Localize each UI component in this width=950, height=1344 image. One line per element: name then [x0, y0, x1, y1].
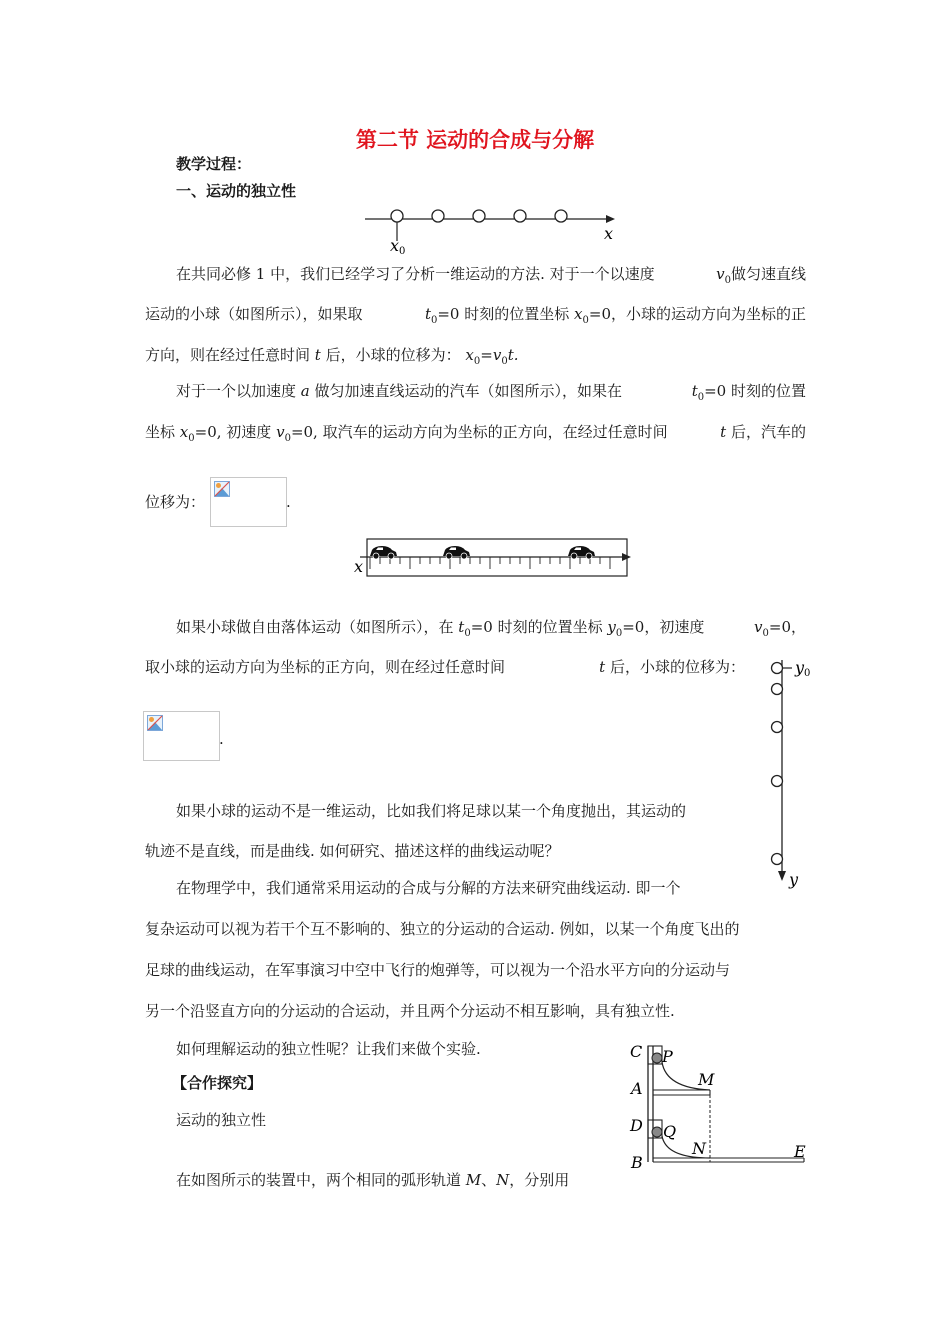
- paragraph-5-line-4: 另一个沿竖直方向的分运动的合运动，并且两个分运动不相互影响，具有独立性.: [145, 1002, 675, 1020]
- ball-q: [652, 1127, 662, 1137]
- period: .: [219, 730, 224, 748]
- label-d: D: [630, 1116, 643, 1135]
- x0-label: x0: [390, 236, 406, 257]
- period: .: [286, 493, 291, 511]
- y0-label: y0: [795, 658, 811, 679]
- ball: [772, 854, 783, 865]
- ball: [772, 776, 783, 787]
- paragraph-4-line-2: 轨迹不是直线，而是曲线. 如何研究、描述这样的曲线运动呢？: [145, 842, 560, 860]
- label-q: Q: [663, 1122, 677, 1141]
- label-a: A: [631, 1079, 643, 1098]
- paragraph-2-line-2: 坐标 $x_0=0$, 初速度 $v_0=0$, 取汽车的运动方向为坐标的正方向，在经过任意时间 t 后，汽车的: [145, 423, 806, 444]
- broken-image-icon: [147, 715, 163, 731]
- label-c: C: [630, 1042, 643, 1061]
- ball: [473, 210, 485, 222]
- paragraph-3-line-2: 取小球的运动方向为坐标的正方向，则在经过任意时间 t 后，小球的位移为：: [145, 658, 745, 676]
- section-heading: 一、运动的独立性: [176, 182, 297, 200]
- upper-track-base: [653, 1090, 710, 1095]
- cooperative-inquiry-subheading: 运动的独立性: [176, 1111, 267, 1129]
- paragraph-3-line-1: 如果小球做自由落体运动（如图所示），在 $t_0=0$ 时刻的位置坐标 $y_0=0$，初速度 $v_0=0$，: [176, 618, 806, 639]
- paragraph-4-line-1: 如果小球的运动不是一维运动，比如我们将足球以某一个角度抛出，其运动的: [176, 802, 687, 820]
- ball: [772, 722, 783, 733]
- page-title: 第二节 运动的合成与分解: [355, 128, 595, 152]
- label-n: N: [692, 1139, 706, 1158]
- paragraph-1-line-2: 运动的小球（如图所示），如果取 $t_0=0$ 时刻的位置坐标 $x_0=0$，小球的运动方向为坐标的正: [145, 305, 806, 326]
- x-label: x: [604, 224, 614, 243]
- paragraph-6: 如何理解运动的独立性呢？让我们来做个实验.: [176, 1040, 481, 1058]
- cooperative-inquiry-heading: 【合作探究】: [172, 1074, 263, 1092]
- ball: [432, 210, 444, 222]
- formula-image-placeholder: [143, 711, 220, 761]
- x-label: x: [354, 557, 364, 576]
- subtitle: 教学过程：: [176, 155, 252, 173]
- ball: [772, 684, 783, 695]
- ball: [391, 210, 403, 222]
- label-e: E: [794, 1142, 806, 1161]
- paragraph-1-line-1: 在共同必修 1 中，我们已经学习了分析一维运动的方法. 对于一个以速度 $v_0$做匀速直线: [176, 265, 806, 286]
- paragraph-1-line-3: 方向，则在经过任意时间 t 后，小球的位移为： $x_0=v_0t$.: [145, 346, 519, 367]
- horizontal-track: [653, 1158, 804, 1162]
- paragraph-5-line-1: 在物理学中，我们通常采用运动的合成与分解的方法来研究曲线运动. 即一个: [176, 879, 681, 897]
- figure-track-apparatus: [626, 1040, 816, 1175]
- paragraph-5-line-3: 足球的曲线运动，在军事演习中空中飞行的炮弹等，可以视为一个沿水平方向的分运动与: [145, 961, 731, 979]
- y-label: y: [789, 870, 799, 889]
- ball-p: [652, 1053, 662, 1063]
- label-b: B: [631, 1153, 643, 1172]
- label-m: M: [698, 1070, 715, 1089]
- ball: [555, 210, 567, 222]
- formula-image-placeholder: [210, 477, 287, 527]
- x-axis-arrow: [606, 215, 615, 223]
- figure-free-fall: [762, 655, 817, 895]
- paragraph-2-line-3: 位移为：: [145, 493, 206, 511]
- figure-car-acceleration: [350, 535, 635, 583]
- y-axis-arrow: [778, 871, 786, 881]
- paragraph-2-line-1: 对于一个以加速度 a 做匀加速直线运动的汽车（如图所示），如果在 $t_0=0$ 时刻的位置: [176, 382, 806, 403]
- paragraph-7: 在如图所示的装置中，两个相同的弧形轨道 M、N，分别用: [176, 1171, 570, 1189]
- ball: [772, 663, 783, 674]
- ball: [514, 210, 526, 222]
- label-p: P: [662, 1047, 673, 1066]
- figure-uniform-motion: [360, 203, 620, 257]
- broken-image-icon: [214, 481, 230, 497]
- paragraph-5-line-2: 复杂运动可以视为若干个互不影响的、独立的分运动的合运动. 例如，以某一个角度飞出的: [145, 920, 740, 938]
